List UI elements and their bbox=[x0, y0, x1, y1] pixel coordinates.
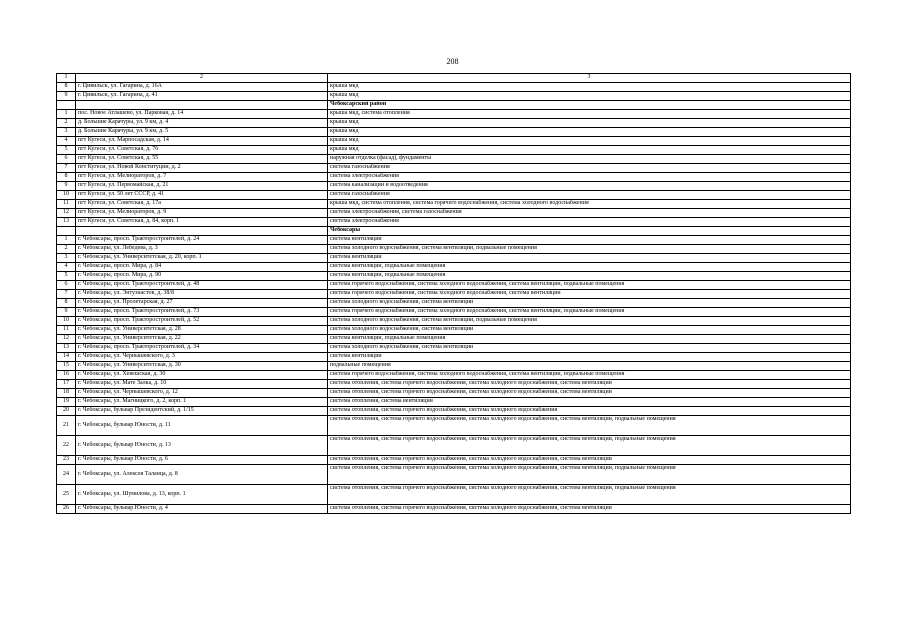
table-row bbox=[57, 191, 851, 200]
table-row bbox=[57, 92, 851, 101]
table-row bbox=[57, 119, 851, 128]
row-works: система отопления, система вентиляции bbox=[328, 398, 851, 407]
row-address: г. Чебоксары, бульвар Юности, д. 11 bbox=[76, 416, 328, 436]
row-number: 21 bbox=[57, 416, 76, 436]
row-number: 8 bbox=[57, 173, 76, 182]
row-number: 1 bbox=[57, 236, 76, 245]
row-works: система вентиляции, подвальные помещения bbox=[328, 272, 851, 281]
row-number: 25 bbox=[57, 485, 76, 505]
row-number: 9 bbox=[57, 92, 76, 101]
row-number: 9 bbox=[57, 308, 76, 317]
row-works: система отопления, система горячего водоснабжения, система холодного водоснабжения, система вентиляции, подвальные помещения bbox=[328, 485, 851, 505]
row-number: 14 bbox=[57, 353, 76, 362]
row-number: 17 bbox=[57, 380, 76, 389]
row-works: система вентиляции bbox=[328, 353, 851, 362]
row-number: 11 bbox=[57, 326, 76, 335]
row-address: пгт Кугеси, ул. 50 лет СССР, д. 41 bbox=[76, 191, 328, 200]
section-empty-cell bbox=[57, 101, 76, 110]
row-address: г. Чебоксары, ул. Шумилова, д. 13, корп. 1 bbox=[76, 485, 328, 505]
row-works: система отопления, система горячего водоснабжения, система холодного водоснабжения bbox=[328, 407, 851, 416]
table-body bbox=[57, 74, 851, 514]
row-address: г. Чебоксары, ул. Чернышевского, д. 12 bbox=[76, 389, 328, 398]
table-row bbox=[57, 290, 851, 299]
row-address: г. Чебоксары, ул. Лебедева, д. 3 bbox=[76, 245, 328, 254]
row-number: 23 bbox=[57, 456, 76, 465]
row-number: 10 bbox=[57, 191, 76, 200]
row-works: система отопления, система горячего водоснабжения, система холодного водоснабжения, система вентиляции bbox=[328, 456, 851, 465]
section-title: Чебоксарский район bbox=[328, 101, 851, 110]
row-works: система канализации и водоотведения bbox=[328, 182, 851, 191]
row-number: 6 bbox=[57, 155, 76, 164]
row-works: крыша мкд bbox=[328, 83, 851, 92]
row-works: система газоснабжения bbox=[328, 191, 851, 200]
row-number: 8 bbox=[57, 83, 76, 92]
table-header-row bbox=[57, 74, 851, 83]
row-number: 22 bbox=[57, 436, 76, 456]
row-address: г. Чебоксары, ул. Энтузиастов, д. 38/8 bbox=[76, 290, 328, 299]
row-works: система отопления, система горячего водоснабжения, система холодного водоснабжения, система вентиляции bbox=[328, 380, 851, 389]
row-number: 19 bbox=[57, 398, 76, 407]
table-row bbox=[57, 128, 851, 137]
row-address: г. Чебоксары, ул. Хевешская, д. 30 bbox=[76, 371, 328, 380]
table-row bbox=[57, 465, 851, 485]
row-works: крыша мкд, система отопления, система горячего водоснабжения, система холодного водоснабжения bbox=[328, 200, 851, 209]
table-row bbox=[57, 326, 851, 335]
row-address: г. Чебоксары, ул. Магницкого, д. 2, корп. 1 bbox=[76, 398, 328, 407]
row-address: г. Чебоксары, просп. Мира, д. 90 bbox=[76, 272, 328, 281]
row-address: г. Чебоксары, ул. Чернышевского, д. 3 bbox=[76, 353, 328, 362]
table-row bbox=[57, 173, 851, 182]
row-address: г. Чебоксары, ул. Мате Залка, д. 10 bbox=[76, 380, 328, 389]
row-address: д. Большие Карачуры, ул. 9 км, д. 4 bbox=[76, 119, 328, 128]
table-row bbox=[57, 281, 851, 290]
row-works: крыша мкд bbox=[328, 137, 851, 146]
row-address: д. Большие Карачуры, ул. 9 км, д. 5 bbox=[76, 128, 328, 137]
table-row bbox=[57, 110, 851, 119]
row-address: г. Чебоксары, просп. Тракторостроителей, д. 48 bbox=[76, 281, 328, 290]
row-address: г. Чебоксары, просп. Тракторостроителей, д. 34 bbox=[76, 344, 328, 353]
page-number: 208 bbox=[446, 57, 459, 66]
row-address: пгт Кугеси, ул. Мелиораторов, д. 7 bbox=[76, 173, 328, 182]
row-address: г. Чебоксары, ул. Университетская, д. 22 bbox=[76, 335, 328, 344]
table-row bbox=[57, 83, 851, 92]
row-works: система холодного водоснабжения, система вентиляции bbox=[328, 299, 851, 308]
row-works: система холодного водоснабжения, система вентиляции, подвальные помещения bbox=[328, 245, 851, 254]
row-address: пгт Кугеси, ул. Советская, д. 76 bbox=[76, 146, 328, 155]
section-empty-cell bbox=[76, 227, 328, 236]
section-empty-cell bbox=[57, 227, 76, 236]
row-address: пос. Новое Атлашево, ул. Парковая, д. 14 bbox=[76, 110, 328, 119]
row-works: система электроснабжения bbox=[328, 173, 851, 182]
row-address: пгт Кугеси, ул. Мелиораторов, д. 9 bbox=[76, 209, 328, 218]
row-number: 15 bbox=[57, 362, 76, 371]
table-row bbox=[57, 416, 851, 436]
row-address: г. Чебоксары, просп. Тракторостроителей, д. 52 bbox=[76, 317, 328, 326]
row-number: 12 bbox=[57, 209, 76, 218]
row-address: г. Чебоксары, просп. Тракторостроителей, д. 24 bbox=[76, 236, 328, 245]
row-works: наружная отделка (фасад), фундаменты bbox=[328, 155, 851, 164]
table-row bbox=[57, 456, 851, 465]
row-number: 24 bbox=[57, 465, 76, 485]
row-address: г. Чебоксары, просп. Тракторостроителей, д. 73 bbox=[76, 308, 328, 317]
table-row bbox=[57, 335, 851, 344]
row-works: система холодного водоснабжения, система вентиляции, подвальные помещения bbox=[328, 317, 851, 326]
table-row bbox=[57, 263, 851, 272]
table-row bbox=[57, 436, 851, 456]
section-header-row bbox=[57, 101, 851, 110]
header-col-works: 3 bbox=[328, 74, 851, 83]
row-address: г. Цивильск, ул. Гагарина, д. 16А bbox=[76, 83, 328, 92]
row-works: система отопления, система горячего водоснабжения, система холодного водоснабжения, система вентиляции, подвальные помещения bbox=[328, 465, 851, 485]
row-number: 6 bbox=[57, 281, 76, 290]
row-number: 16 bbox=[57, 371, 76, 380]
row-number: 11 bbox=[57, 200, 76, 209]
row-works: система вентиляции bbox=[328, 236, 851, 245]
table-row bbox=[57, 407, 851, 416]
row-works: система отопления, система горячего водоснабжения, система холодного водоснабжения, система вентиляции bbox=[328, 389, 851, 398]
row-number: 20 bbox=[57, 407, 76, 416]
row-works: система электроснабжения bbox=[328, 218, 851, 227]
table-row bbox=[57, 362, 851, 371]
table-row bbox=[57, 218, 851, 227]
table-row bbox=[57, 182, 851, 191]
table-row bbox=[57, 254, 851, 263]
table-row bbox=[57, 308, 851, 317]
header-col-number: 1 bbox=[57, 74, 76, 83]
row-number: 13 bbox=[57, 344, 76, 353]
row-number: 1 bbox=[57, 110, 76, 119]
table-row bbox=[57, 209, 851, 218]
row-works: система электроснабжения, система газоснабжения bbox=[328, 209, 851, 218]
table-row bbox=[57, 155, 851, 164]
row-address: г. Чебоксары, ул. Университетская, д. 20, корп. 1 bbox=[76, 254, 328, 263]
table-row bbox=[57, 485, 851, 505]
row-works: система горячего водоснабжения, система холодного водоснабжения, система вентиляции, подвальные помещения bbox=[328, 281, 851, 290]
row-number: 2 bbox=[57, 245, 76, 254]
row-works: подвальные помещения bbox=[328, 362, 851, 371]
table-row bbox=[57, 505, 851, 514]
table-row bbox=[57, 299, 851, 308]
table-row bbox=[57, 137, 851, 146]
header-col-address: 2 bbox=[76, 74, 328, 83]
row-address: г. Чебоксары, бульвар Юности, д. 13 bbox=[76, 436, 328, 456]
table-row bbox=[57, 146, 851, 155]
table-row bbox=[57, 272, 851, 281]
row-address: пгт Кугеси, ул. Советская, д. 84, корп. 1 bbox=[76, 218, 328, 227]
row-address: г. Чебоксары, ул. Алексея Таланца, д. 8 bbox=[76, 465, 328, 485]
row-number: 8 bbox=[57, 299, 76, 308]
row-works: система горячего водоснабжения, система холодного водоснабжения, система вентиляции, подвальные помещения bbox=[328, 371, 851, 380]
table-row bbox=[57, 236, 851, 245]
row-works: система отопления, система горячего водоснабжения, система холодного водоснабжения, система вентиляции bbox=[328, 505, 851, 514]
row-number: 10 bbox=[57, 317, 76, 326]
row-number: 3 bbox=[57, 254, 76, 263]
row-number: 5 bbox=[57, 146, 76, 155]
row-address: г. Чебоксары, просп. Мира, д. 84 bbox=[76, 263, 328, 272]
table-row bbox=[57, 200, 851, 209]
row-works: система холодного водоснабжения, система вентиляции bbox=[328, 344, 851, 353]
row-number: 2 bbox=[57, 119, 76, 128]
table-row bbox=[57, 371, 851, 380]
row-works: система отопления, система горячего водоснабжения, система холодного водоснабжения, система вентиляции, подвальные помещения bbox=[328, 416, 851, 436]
row-works: система отопления, система горячего водоснабжения, система холодного водоснабжения, система вентиляции, подвальные помещения bbox=[328, 436, 851, 456]
row-number: 12 bbox=[57, 335, 76, 344]
row-works: система вентиляции, подвальные помещения bbox=[328, 263, 851, 272]
table-row bbox=[57, 164, 851, 173]
section-empty-cell bbox=[76, 101, 328, 110]
row-number: 3 bbox=[57, 128, 76, 137]
row-address: пгт Кугеси, ул. Советская, д. 17а bbox=[76, 200, 328, 209]
housing-repair-table bbox=[56, 73, 851, 514]
row-works: крыша мкд bbox=[328, 119, 851, 128]
table-row bbox=[57, 398, 851, 407]
table-row bbox=[57, 245, 851, 254]
row-works: крыша мкд bbox=[328, 128, 851, 137]
row-works: система горячего водоснабжения, система холодного водоснабжения, система вентиляции bbox=[328, 290, 851, 299]
row-works: система газоснабжения bbox=[328, 164, 851, 173]
row-address: г. Чебоксары, ул. Университетская, д. 30 bbox=[76, 362, 328, 371]
section-title: Чебоксары bbox=[328, 227, 851, 236]
row-works: система вентиляции bbox=[328, 254, 851, 263]
row-address: пгт Кугеси, ул. Марпосадская, д. 14 bbox=[76, 137, 328, 146]
table-row bbox=[57, 380, 851, 389]
row-number: 26 bbox=[57, 505, 76, 514]
table-row bbox=[57, 353, 851, 362]
row-works: система горячего водоснабжения, система холодного водоснабжения, система вентиляции, подвальные помещения bbox=[328, 308, 851, 317]
row-number: 5 bbox=[57, 272, 76, 281]
row-address: г. Чебоксары, ул. Университетская, д. 28 bbox=[76, 326, 328, 335]
row-works: система вентиляции, подвальные помещения bbox=[328, 335, 851, 344]
row-address: г. Цивильск, ул. Гагарина, д. 41 bbox=[76, 92, 328, 101]
row-number: 18 bbox=[57, 389, 76, 398]
row-address: пгт Кугеси, ул. Советская, д. 55 bbox=[76, 155, 328, 164]
section-header-row bbox=[57, 227, 851, 236]
row-works: система холодного водоснабжения, система вентиляции bbox=[328, 326, 851, 335]
row-number: 4 bbox=[57, 137, 76, 146]
row-address: г. Чебоксары, ул. Пролетарская, д. 27 bbox=[76, 299, 328, 308]
table-row bbox=[57, 344, 851, 353]
row-number: 13 bbox=[57, 218, 76, 227]
row-address: г. Чебоксары, бульвар Юности, д. 4 bbox=[76, 505, 328, 514]
row-address: г. Чебоксары, бульвар Юности, д. 6 bbox=[76, 456, 328, 465]
row-works: крыша мкд bbox=[328, 92, 851, 101]
row-number: 9 bbox=[57, 182, 76, 191]
row-works: крыша мкд bbox=[328, 146, 851, 155]
table-row bbox=[57, 317, 851, 326]
row-number: 7 bbox=[57, 290, 76, 299]
row-address: г. Чебоксары, бульвар Президентский, д. 1/15 bbox=[76, 407, 328, 416]
row-number: 7 bbox=[57, 164, 76, 173]
row-address: пгт Кугеси, ул. Первомайская, д. 21 bbox=[76, 182, 328, 191]
row-number: 4 bbox=[57, 263, 76, 272]
table-row bbox=[57, 389, 851, 398]
row-address: пгт Кугеси, ул. Новой Конституции, д. 2 bbox=[76, 164, 328, 173]
row-works: крыша мкд, система отопления bbox=[328, 110, 851, 119]
